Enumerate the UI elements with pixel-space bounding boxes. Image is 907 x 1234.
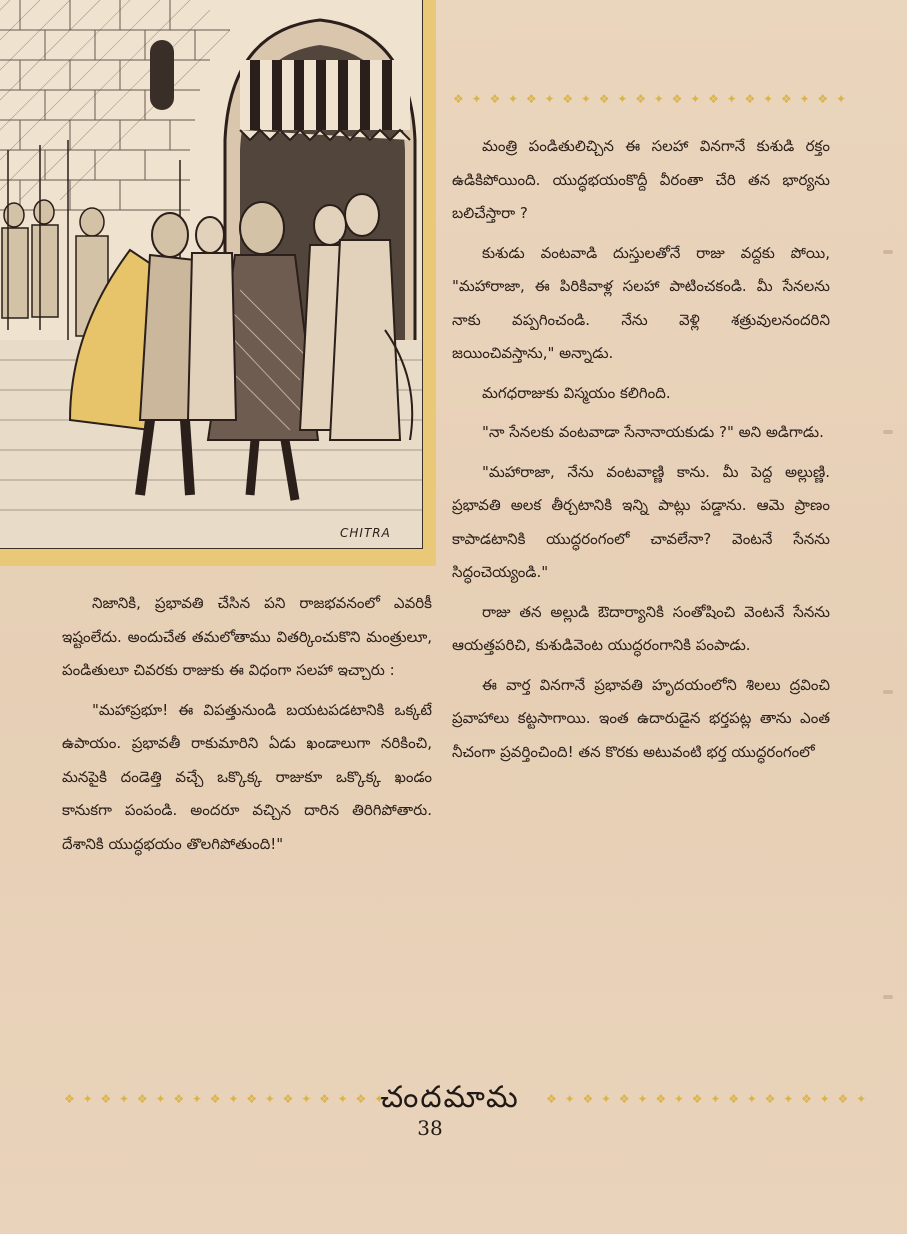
left-column [62, 587, 432, 867]
right-column [452, 130, 830, 775]
magazine-title: చందమామ [380, 1080, 520, 1115]
illustration-image [0, 0, 423, 549]
ornament-bottom-left: ❖ ✦ ❖ ✦ ❖ ✦ ❖ ✦ ❖ ✦ ❖ ✦ ❖ ✦ ❖ ✦ ❖ ✦ [64, 1092, 387, 1106]
paragraph: "మహాప్రభూ! ఈ విపత్తునుండి బయటపడటానికి ఒక్కటే ఉపాయం. ప్రభావతీ రాకుమారిని ఏడు ఖండాలుగా నరికించి, మనపైకి దండెత్తి వచ్చే ఒక్కొక్క రాజుకూ ఒక్కొక్క ఖండం కానుకగా పంపండి. అందరూ వచ్చిన దారిన తిరిగిపోతారు. దేశానికి యుద్ధభయం తొలగిపోతుంది!" [62, 700, 432, 853]
paragraph: రాజు తన అల్లుడి ఔదార్యానికి సంతోషించి వెంటనే సేనను ఆయత్తపరిచి, కుశుడివెంట యుద్ధరంగానికి పంపాడు. [452, 602, 830, 654]
paragraph: "నా సేనలకు వంటవాడా సేనానాయకుడు ?" అని అడిగాడు. [482, 423, 824, 441]
paragraph: నిజానికి, ప్రభావతి చేసిన పని రాజభవనంలో ఎవరికీ ఇష్టంలేదు. అందుచేత తమలోతాము వితర్కించుకొని మంత్రులూ, పండితులూ చివరకు రాజుకు ఈ విధంగా సలహా ఇచ్చారు : [62, 594, 432, 679]
page-number: 38 [417, 1116, 443, 1140]
ornament-top: ❖ ✦ ❖ ✦ ❖ ✦ ❖ ✦ ❖ ✦ ❖ ✦ ❖ ✦ ❖ ✦ ❖ ✦ ❖ ✦ ❖ ✦ [453, 92, 849, 106]
edge-mark [883, 690, 893, 694]
paragraph: ఈ వార్త వినగానే ప్రభావతి హృదయంలోని శిలలు ద్రవించి ప్రవాహాలు కట్టసాగాయి. ఇంత ఉదారుడైన భర్తపట్ల తాను ఎంత నీచంగా ప్రవర్తించింది! తన కొరకు అటువంటి భర్త యుద్ధరంగంలో [452, 675, 830, 761]
paragraph: కుశుడు వంటవాడి దుస్తులతోనే రాజు వద్దకు పోయి, "మహారాజా, ఈ పిరికివాళ్ల సలహా పాటించకండి. మీ సేనలను నాకు వప్పగించండి. నేను వెళ్లి శత్రువులనందరిని జయించివస్తాను," అన్నాడు. [452, 243, 830, 362]
ornament-bottom-right: ❖ ✦ ❖ ✦ ❖ ✦ ❖ ✦ ❖ ✦ ❖ ✦ ❖ ✦ ❖ ✦ ❖ ✦ [546, 1092, 869, 1106]
illustration-frame [0, 0, 436, 566]
paragraph: మగధరాజుకు విస్మయం కలిగింది. [482, 383, 671, 402]
paragraph: మంత్రి పండితులిచ్చిన ఈ సలహా వినగానే కుశుడి రక్తం ఉడికిపోయింది. యుద్ధభయంకొద్దీ వీరంతా చేరి తన భార్యను బలిచేస్తారా ? [452, 137, 830, 222]
edge-mark [883, 995, 893, 999]
illustration-signature: CHITRA [340, 526, 391, 540]
paragraph: "మహారాజా, నేను వంటవాణ్ణి కాను. మీ పెద్ద అల్లుణ్ణి. ప్రభావతి అలక తీర్చటానికి ఇన్ని పాట్లు పడ్డాను. ఆమె ప్రాణం కాపాడటానికి యుద్ధరంగంలో చావలేనా? వెంటనే సేనను సిద్ధంచెయ్యండి." [452, 462, 830, 581]
edge-mark [883, 250, 893, 254]
edge-mark [883, 430, 893, 434]
illustration-drawing [0, 0, 422, 548]
